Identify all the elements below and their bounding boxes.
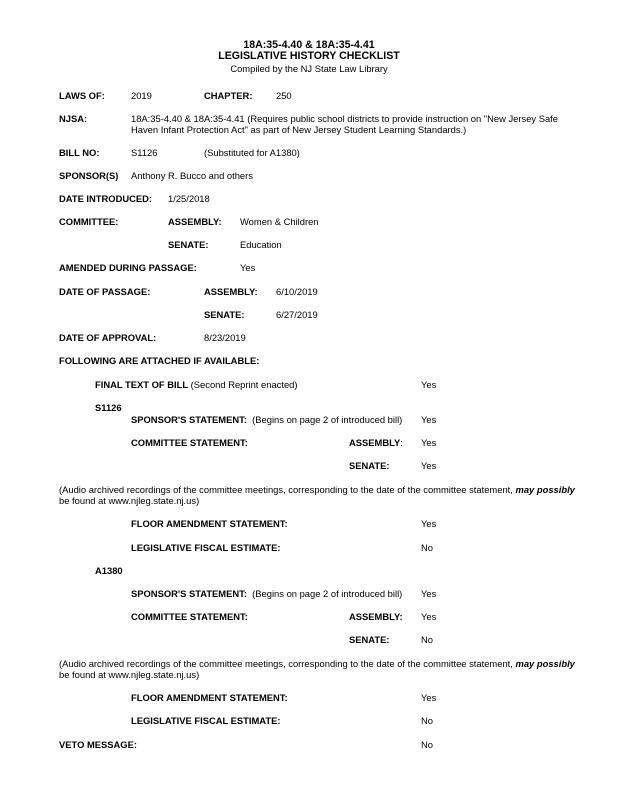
a1380-audio-emphasis: may possibly bbox=[515, 658, 575, 669]
date-of-approval-label: DATE OF APPROVAL: bbox=[59, 332, 157, 343]
a1380-floor-label: FLOOR AMENDMENT STATEMENT: bbox=[131, 692, 288, 703]
s1126-audio-emphasis: may possibly bbox=[515, 484, 575, 495]
document-subtitle: LEGISLATIVE HISTORY CHECKLIST bbox=[218, 50, 400, 62]
veto-message-label: VETO MESSAGE: bbox=[59, 739, 137, 750]
a1380-sponsor-label: SPONSOR'S STATEMENT: bbox=[131, 588, 247, 599]
s1126-senate-label: SENATE: bbox=[349, 460, 390, 471]
a1380-senate-value: No bbox=[421, 634, 433, 645]
passage-senate-label: SENATE: bbox=[204, 309, 245, 320]
final-text-row bbox=[95, 379, 298, 390]
chapter-label: CHAPTER: bbox=[204, 90, 253, 101]
date-introduced-value: 1/25/2018 bbox=[168, 193, 210, 204]
date-introduced-label: DATE INTRODUCED: bbox=[59, 193, 153, 204]
a1380-sponsor-row bbox=[131, 588, 402, 599]
sponsors-value: Anthony R. Bucco and others bbox=[131, 170, 253, 181]
compiled-by: Compiled by the NJ State Law Library bbox=[230, 63, 388, 74]
s1126-sponsor-label: SPONSOR'S STATEMENT: bbox=[131, 414, 247, 425]
a1380-assembly-value: Yes bbox=[421, 611, 437, 622]
s1126-sponsor-note: (Begins on page 2 of introduced bill) bbox=[252, 414, 403, 425]
s1126-audio-note-line2: be found at www.njleg.state.nj.us) bbox=[59, 495, 200, 506]
committee-label: COMMITTEE: bbox=[59, 216, 119, 227]
s1126-fiscal-label: LEGISLATIVE FISCAL ESTIMATE: bbox=[131, 542, 281, 553]
a1380-senate-label: SENATE: bbox=[349, 634, 390, 645]
a1380-fiscal-label: LEGISLATIVE FISCAL ESTIMATE: bbox=[131, 715, 281, 726]
final-text-value: Yes bbox=[421, 379, 437, 390]
s1126-assembly-row bbox=[349, 437, 403, 448]
s1126-floor-value: Yes bbox=[421, 518, 437, 529]
amended-label: AMENDED DURING PASSAGE: bbox=[59, 262, 197, 273]
bill-no-label: BILL NO: bbox=[59, 147, 100, 158]
njsa-description-line2: Haven Infant Protection Act" as part of New Jersey Student Learning Standards.) bbox=[131, 124, 467, 135]
date-of-passage-label: DATE OF PASSAGE: bbox=[59, 286, 151, 297]
attachments-heading: FOLLOWING ARE ATTACHED IF AVAILABLE: bbox=[59, 355, 260, 366]
passage-senate-value: 6/27/2019 bbox=[276, 309, 318, 320]
a1380-fiscal-value: No bbox=[421, 715, 433, 726]
veto-message-value: No bbox=[421, 739, 433, 750]
committee-senate-label: SENATE: bbox=[168, 239, 209, 250]
s1126-sponsor-row bbox=[131, 414, 402, 425]
njsa-label: NJSA: bbox=[59, 113, 88, 124]
s1126-sponsor-value: Yes bbox=[421, 414, 437, 425]
passage-assembly-label: ASSEMBLY: bbox=[204, 286, 258, 297]
s1126-assembly-label: ASSEMBLY bbox=[349, 437, 401, 448]
a1380-audio-note-line2: be found at www.njleg.state.nj.us) bbox=[59, 669, 200, 680]
s1126-committee-label: COMMITTEE STATEMENT: bbox=[131, 437, 248, 448]
a1380-floor-value: Yes bbox=[421, 692, 437, 703]
date-of-approval-value: 8/23/2019 bbox=[204, 332, 246, 343]
s1126-audio-text: (Audio archived recordings of the committee meetings, corresponding to the date of the committee statement, bbox=[59, 484, 516, 495]
document-title: 18A:35-4.40 & 18A:35-4.41 bbox=[243, 39, 375, 51]
a1380-committee-label: COMMITTEE STATEMENT: bbox=[131, 611, 248, 622]
sponsors-label: SPONSOR(S) bbox=[59, 170, 119, 181]
bill-no-value: S1126 bbox=[131, 147, 158, 158]
a1380-sponsor-note: (Begins on page 2 of introduced bill) bbox=[252, 588, 403, 599]
s1126-fiscal-value: No bbox=[421, 542, 433, 553]
amended-value: Yes bbox=[240, 262, 256, 273]
bill-substitution-note: (Substituted for A1380) bbox=[204, 147, 300, 158]
s1126-senate-value: Yes bbox=[421, 460, 437, 471]
a1380-audio-text: (Audio archived recordings of the committee meetings, corresponding to the date of the committee statement, bbox=[59, 658, 516, 669]
laws-of-label: LAWS OF: bbox=[59, 90, 105, 101]
njsa-description-line1: 18A:35-4.40 & 18A:35-4.41 (Requires public school districts to provide instruction on "New Jersey Safe bbox=[131, 113, 558, 124]
committee-assembly-value: Women & Children bbox=[240, 216, 319, 227]
s1126-assembly-value: Yes bbox=[421, 437, 437, 448]
chapter-value: 250 bbox=[276, 90, 292, 101]
final-text-note: (Second Reprint enacted) bbox=[190, 379, 298, 390]
a1380-heading: A1380 bbox=[95, 565, 123, 576]
final-text-label: FINAL TEXT OF BILL bbox=[95, 379, 189, 390]
a1380-audio-note-line1 bbox=[59, 658, 575, 669]
s1126-audio-note-line1 bbox=[59, 484, 575, 495]
committee-senate-value: Education bbox=[240, 239, 282, 250]
s1126-floor-label: FLOOR AMENDMENT STATEMENT: bbox=[131, 518, 288, 529]
s1126-heading: S1126 bbox=[95, 402, 122, 413]
laws-of-value: 2019 bbox=[131, 90, 152, 101]
a1380-assembly-label: ASSEMBLY: bbox=[349, 611, 403, 622]
committee-assembly-label: ASSEMBLY: bbox=[168, 216, 222, 227]
a1380-sponsor-value: Yes bbox=[421, 588, 437, 599]
s1126-assembly-colon: : bbox=[400, 437, 403, 448]
passage-assembly-value: 6/10/2019 bbox=[276, 286, 318, 297]
